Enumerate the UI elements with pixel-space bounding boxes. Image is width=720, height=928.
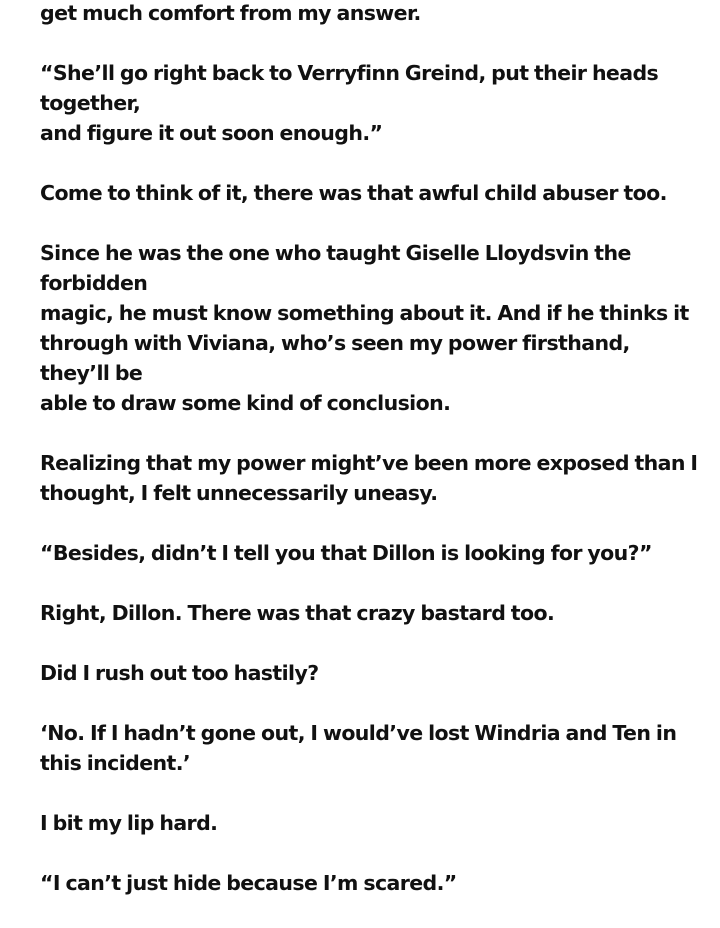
paragraph: Realizing that my power might’ve been more exposed than I thought, I felt unnecessarily uneasy. xyxy=(40,451,698,505)
paragraph: Come to think of it, there was that awful child abuser too. xyxy=(40,181,667,205)
paragraph: “I can’t just hide because I’m scared.” xyxy=(40,871,457,895)
paragraph: “She’ll go right back to Verryfinn Greind, put their heads together, and figure it out soon enough.” xyxy=(40,61,659,145)
paragraph: Did I rush out too hastily? xyxy=(40,661,319,685)
paragraph: Since he was the one who taught Giselle Lloydsvin the forbidden magic, he must know something about it. And if he thinks it through with Viviana, who’s seen my power firsthand, they’ll be able to draw some kind of conclusion. xyxy=(40,241,689,415)
paragraph: “Besides, didn’t I tell you that Dillon is looking for you?” xyxy=(40,541,652,565)
paragraph: ‘No. If I hadn’t gone out, I would’ve lost Windria and Ten in this incident.’ xyxy=(40,721,677,775)
paragraph: get much comfort from my answer. xyxy=(40,1,421,25)
story-text xyxy=(40,0,700,928)
paragraph: Right, Dillon. There was that crazy bastard too. xyxy=(40,601,555,625)
paragraph: I bit my lip hard. xyxy=(40,811,218,835)
